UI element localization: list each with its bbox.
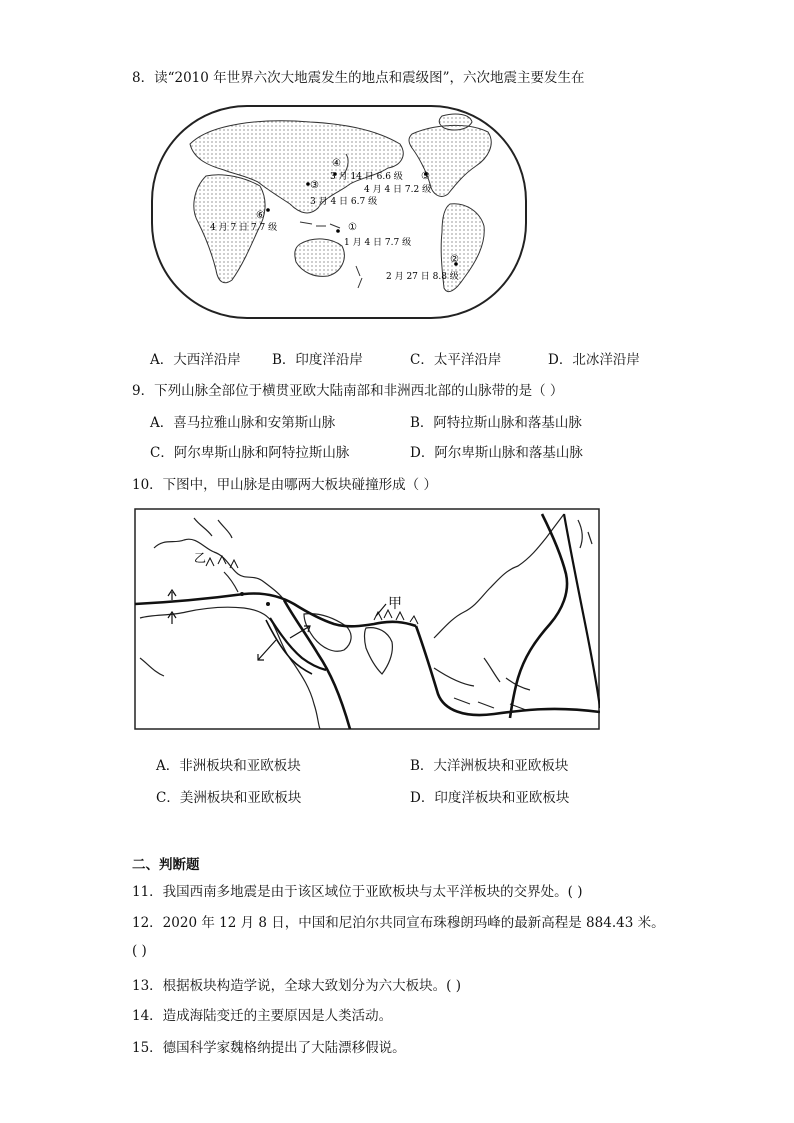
section-title-judge: 二、判断题 — [132, 857, 200, 873]
point-east — [266, 602, 270, 606]
quake-dot-1 — [336, 229, 340, 233]
q13: 13．根据板块构造学说，全球大致划分为六大板块。( ) — [132, 978, 462, 994]
q9-option-b[interactable]: B．阿特拉斯山脉和落基山脉 — [410, 415, 582, 431]
map2-frame — [135, 509, 599, 729]
quake-mark-6: ⑥ — [256, 210, 265, 221]
q12: 12．2020 年 12 月 8 日，中国和尼泊尔共同宣布珠穆朗玛峰的最新高程是 884.43 米。 — [132, 915, 665, 931]
point-west — [240, 592, 244, 596]
greenland-landmass — [439, 114, 472, 130]
q10-stem: 10．下图中，甲山脉是由哪两大板块碰撞形成（ ） — [132, 477, 437, 493]
quake-mark-1: ① — [348, 222, 357, 233]
q9-option-c[interactable]: C．阿尔卑斯山脉和阿特拉斯山脉 — [150, 445, 350, 461]
quake-mark-4: ④ — [332, 158, 341, 169]
quake-label-4: 3 月 14 日 6.6 级 — [330, 172, 403, 182]
q8-world-map — [150, 104, 528, 320]
quake-dot-6 — [266, 208, 270, 212]
q9-stem: 9．下列山脉全部位于横贯亚欧大陆南部和非洲西北部的山脉带的是（ ） — [132, 383, 564, 399]
quake-mark-2: ② — [450, 254, 459, 265]
quake-label-6: 4 月 7 日 7.7 级 — [210, 223, 278, 233]
q12-blank: ( ) — [132, 943, 147, 959]
q15: 15．德国科学家魏格纳提出了大陆漂移假说。 — [132, 1040, 406, 1056]
q8-option-c[interactable]: C．太平洋沿岸 — [410, 352, 502, 368]
quake-label-2: 2 月 27 日 8.8 级 — [386, 272, 459, 282]
q11: 11．我国西南多地震是由于该区域位于亚欧板块与太平洋板块的交界处。( ) — [132, 884, 583, 900]
q10-option-b[interactable]: B．大洋洲板块和亚欧板块 — [410, 758, 569, 774]
q8-option-a[interactable]: A．大西洋沿岸 — [150, 352, 241, 368]
q10-option-a[interactable]: A．非洲板块和亚欧板块 — [156, 758, 301, 774]
q8-stem: 8．读“2010 年世界六次大地震发生的地点和震级图”，六次地震主要发生在 — [132, 70, 585, 86]
q9-option-a[interactable]: A．喜马拉雅山脉和安第斯山脉 — [150, 415, 336, 431]
q8-option-d[interactable]: D．北冰洋沿岸 — [548, 352, 640, 368]
quake-mark-3: ③ — [310, 180, 319, 191]
quake-mark-5: ⑤ — [421, 171, 430, 182]
q10-plate-map — [134, 508, 600, 730]
quake-label-3: 3 月 4 日 6.7 级 — [310, 197, 378, 207]
q9-option-d[interactable]: D．阿尔卑斯山脉和落基山脉 — [410, 445, 583, 461]
quake-label-5: 4 月 4 日 7.2 级 — [364, 185, 432, 195]
q10-option-c[interactable]: C．美洲板块和亚欧板块 — [156, 790, 302, 806]
q8-option-b[interactable]: B．印度洋沿岸 — [272, 352, 363, 368]
q10-option-d[interactable]: D．印度洋板块和亚欧板块 — [410, 790, 570, 806]
quake-label-1: 1 月 4 日 7.7 级 — [344, 238, 412, 248]
q14: 14．造成海陆变迁的主要原因是人类活动。 — [132, 1008, 393, 1024]
label-yi: 乙 — [194, 551, 207, 565]
label-jia: 甲 — [388, 596, 402, 612]
